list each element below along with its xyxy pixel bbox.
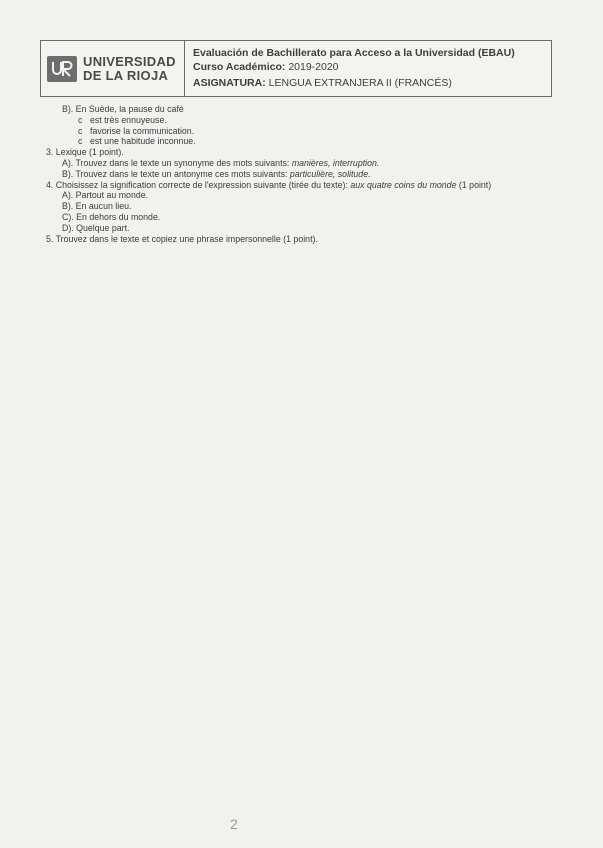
asignatura-label: ASIGNATURA: xyxy=(193,77,266,89)
option-2b-2: c favorise la communication. xyxy=(78,125,195,136)
question-3b: B). Trouvez dans le texte un antonyme ces mots suivants: particulière, solitude. xyxy=(62,168,371,179)
option-4d: D). Quelque part. xyxy=(62,222,130,233)
exam-header xyxy=(40,40,552,97)
curso-value: 2019-2020 xyxy=(288,61,339,73)
option-4c: C). En dehors du monde. xyxy=(62,211,161,222)
logo-line-1: UNIVERSIDAD xyxy=(83,53,176,69)
page-number: 2 xyxy=(230,816,238,832)
ur-logo-icon xyxy=(47,56,77,82)
question-4: 4. Choisissez la signification correcte de l'expression suivante (tirée du texte): aux quatre coins du monde (1 point) xyxy=(46,179,492,190)
option-2b-3: c est une habitude inconnue. xyxy=(78,136,196,147)
question-5: 5. Trouvez dans le texte et copiez une phrase impersonnelle (1 point). xyxy=(46,233,318,244)
bullet: c xyxy=(78,125,83,136)
university-logo xyxy=(41,41,185,96)
option-4a: A). Partout au monde. xyxy=(62,190,149,201)
exam-subject xyxy=(193,76,543,90)
question-3: 3. Lexique (1 point). xyxy=(46,147,124,158)
exam-title: Evaluación de Bachillerato para Acceso a la Universidad (EBAU) xyxy=(193,47,515,59)
option-2b-1: c est très ennuyeuse. xyxy=(78,114,167,125)
logo-line-2: DE LA RIOJA xyxy=(83,67,169,83)
curso-label: Curso Académico: xyxy=(193,61,286,73)
option-4b: B). En aucun lieu. xyxy=(62,201,132,212)
exam-info xyxy=(185,41,551,96)
exam-year xyxy=(193,60,543,74)
bullet: c xyxy=(78,136,83,147)
exam-content xyxy=(46,104,551,244)
asignatura-value: LENGUA EXTRANJERA II (FRANCÉS) xyxy=(268,77,452,89)
bullet: c xyxy=(78,114,83,125)
question-3a: A). Trouvez dans le texte un synonyme des mots suivants: manières, interruption. xyxy=(62,157,380,168)
question-2b: B). En Suède, la pause du café xyxy=(62,104,184,114)
